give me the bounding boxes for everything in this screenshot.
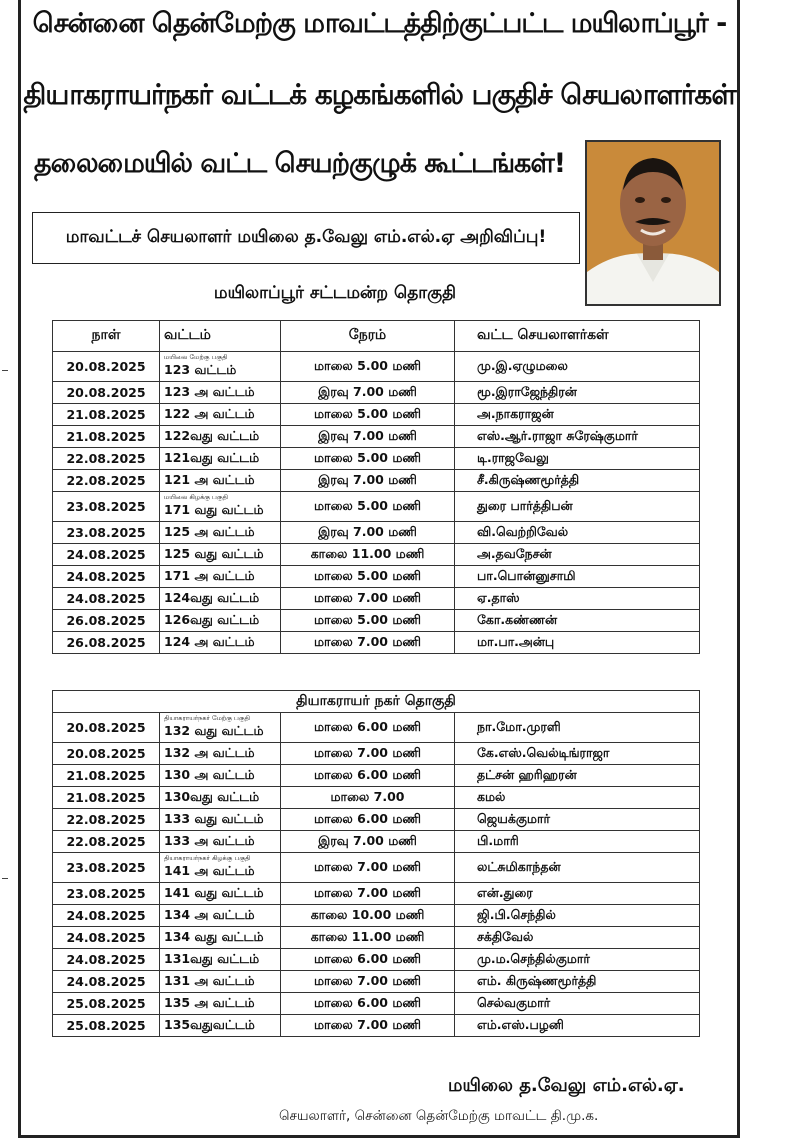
table-row: [53, 588, 700, 610]
cell-date: [53, 787, 160, 809]
table-header-row: [53, 321, 700, 352]
cell-ward-text: 171 வது வட்டம்: [164, 502, 264, 517]
cell-secretary: [455, 566, 700, 588]
cell-ward-text: 141 அ வட்டம்: [164, 863, 255, 878]
cell-ward: [160, 713, 281, 743]
cell-ward-text: 130 அ வட்டம்: [164, 767, 255, 782]
cell-secretary: [455, 522, 700, 544]
margin-mark: [2, 878, 8, 879]
cell-secretary: [455, 883, 700, 905]
cell-time-text: இரவு 7.00 மணி: [318, 833, 417, 848]
section-title-mylapore: மயிலாப்பூர் சட்டமன்ற தொகுதி: [213, 283, 457, 303]
table-row: [53, 404, 700, 426]
cell-ward: [160, 448, 281, 470]
cell-date: [53, 993, 160, 1015]
table-row: [53, 470, 700, 492]
cell-secretary-text: சீ.கிருஷ்ணமூர்த்தி: [477, 472, 580, 487]
cell-date-text: 21.08.2025: [66, 429, 146, 444]
cell-date-text: 24.08.2025: [66, 908, 146, 923]
portrait-photo: [585, 140, 721, 306]
cell-date-text: 22.08.2025: [66, 451, 146, 466]
cell-date: [53, 809, 160, 831]
cell-time-text: காலை 10.00 மணி: [310, 907, 425, 922]
cell-secretary: [455, 1015, 700, 1037]
cell-ward: [160, 949, 281, 971]
signatory-name: மயிலை த.வேலு எம்.எல்.ஏ.: [448, 1075, 685, 1096]
cell-time: [281, 905, 455, 927]
cell-time: [281, 448, 455, 470]
cell-date: [53, 971, 160, 993]
cell-time: [281, 588, 455, 610]
cell-date-text: 20.08.2025: [66, 385, 146, 400]
cell-ward-text: 126வது வட்டம்: [164, 612, 260, 627]
cell-time-text: இரவு 7.00 மணி: [318, 384, 417, 399]
column-header-ward: வட்டம்: [160, 321, 281, 352]
cell-secretary: [455, 404, 700, 426]
cell-time: [281, 352, 455, 382]
area-note: மயிலை கிழக்கு பகுதி: [164, 493, 228, 501]
cell-time-text: மாலை 7.00 மணி: [314, 1017, 421, 1032]
cell-secretary-text: அ.தவநேசன்: [477, 546, 552, 561]
cell-secretary: [455, 610, 700, 632]
cell-secretary: [455, 927, 700, 949]
cell-ward-text: 130வது வட்டம்: [164, 789, 260, 804]
cell-date-text: 20.08.2025: [66, 720, 146, 735]
cell-time: [281, 883, 455, 905]
cell-date-text: 24.08.2025: [66, 974, 146, 989]
cell-secretary-text: மு.ம.செந்தில்குமார்: [477, 951, 590, 966]
cell-date: [53, 883, 160, 905]
cell-date: [53, 949, 160, 971]
cell-time-text: மாலை 6.00 மணி: [314, 995, 421, 1010]
cell-ward-text: 122 அ வட்டம்: [164, 406, 255, 421]
cell-time: [281, 566, 455, 588]
cell-secretary-text: கோ.கண்ணன்: [477, 612, 558, 627]
cell-ward: [160, 382, 281, 404]
cell-date-text: 23.08.2025: [66, 886, 146, 901]
column-header-secretary: வட்ட செயலாளர்கள்: [455, 321, 700, 352]
cell-secretary-text: ஜி.பி.செந்தில்: [477, 907, 556, 922]
cell-secretary: [455, 588, 700, 610]
cell-ward: [160, 831, 281, 853]
cell-time-text: மாலை 7.00 மணி: [314, 859, 421, 874]
table-row: [53, 743, 700, 765]
cell-date-text: 22.08.2025: [66, 834, 146, 849]
cell-date: [53, 404, 160, 426]
cell-ward-text: 123 வட்டம்: [164, 362, 237, 377]
cell-date-text: 24.08.2025: [66, 930, 146, 945]
schedule-rows-mylapore: [53, 352, 700, 654]
cell-time: [281, 927, 455, 949]
cell-secretary-text: கே.எஸ்.வெல்டிங்ராஜா: [477, 745, 610, 760]
cell-date-text: 22.08.2025: [66, 812, 146, 827]
table-row: [53, 382, 700, 404]
cell-ward: [160, 352, 281, 382]
table-row: [53, 448, 700, 470]
cell-time-text: இரவு 7.00 மணி: [318, 428, 417, 443]
cell-secretary-text: கமல்: [477, 789, 506, 804]
cell-secretary: [455, 492, 700, 522]
cell-time: [281, 544, 455, 566]
table-row: [53, 610, 700, 632]
cell-secretary-text: எம்.எஸ்.பழனி: [477, 1017, 564, 1032]
table-row: [53, 544, 700, 566]
cell-date-text: 23.08.2025: [66, 499, 146, 514]
cell-ward: [160, 787, 281, 809]
cell-ward: [160, 927, 281, 949]
column-header-date: நாள்: [53, 321, 160, 352]
cell-time: [281, 1015, 455, 1037]
cell-secretary-text: லட்சுமிகாந்தன்: [477, 859, 561, 874]
cell-date: [53, 632, 160, 654]
schedule-table-tnagar: [52, 690, 700, 1037]
cell-secretary: [455, 544, 700, 566]
table-row: [53, 632, 700, 654]
headline-line-2: தியாகராயர்நகர் வட்டக் கழகங்களில் பகுதிச் செயலாளர்கள்: [23, 78, 736, 111]
cell-secretary-text: சக்திவேல்: [477, 929, 534, 944]
table-row: [53, 927, 700, 949]
cell-date: [53, 588, 160, 610]
cell-date: [53, 522, 160, 544]
cell-date: [53, 566, 160, 588]
cell-secretary-text: மா.பா.அன்பு: [477, 634, 555, 649]
cell-secretary: [455, 765, 700, 787]
cell-secretary-text: எஸ்.ஆர்.ராஜா சுரேஷ்குமார்: [477, 428, 638, 443]
cell-secretary-text: பி.மாரி: [477, 833, 519, 848]
cell-date: [53, 905, 160, 927]
cell-ward: [160, 632, 281, 654]
cell-secretary: [455, 632, 700, 654]
cell-secretary: [455, 743, 700, 765]
cell-ward: [160, 993, 281, 1015]
table-row: [53, 492, 700, 522]
cell-time: [281, 632, 455, 654]
cell-date: [53, 1015, 160, 1037]
cell-secretary-text: ஏ.தாஸ்: [477, 590, 520, 605]
cell-ward: [160, 610, 281, 632]
table-row: [53, 993, 700, 1015]
cell-time-text: மாலை 7.00 மணி: [314, 634, 421, 649]
headline-line-1: சென்னை தென்மேற்கு மாவட்டத்திற்குட்பட்ட மயிலாப்பூர் -: [32, 8, 727, 39]
cell-time-text: மாலை 7.00 மணி: [314, 590, 421, 605]
cell-date: [53, 470, 160, 492]
table-row: [53, 949, 700, 971]
cell-secretary-text: வி.வெற்றிவேல்: [477, 524, 569, 539]
cell-date-text: 20.08.2025: [66, 746, 146, 761]
cell-date-text: 24.08.2025: [66, 569, 146, 584]
cell-secretary-text: மூ.இராஜேந்திரன்: [477, 384, 577, 399]
cell-ward-text: 131 அ வட்டம்: [164, 973, 255, 988]
cell-time: [281, 743, 455, 765]
cell-time: [281, 404, 455, 426]
column-header-time: நேரம்: [281, 321, 455, 352]
cell-time: [281, 382, 455, 404]
cell-ward-text: 125 அ வட்டம்: [164, 524, 255, 539]
cell-time: [281, 853, 455, 883]
cell-secretary: [455, 993, 700, 1015]
cell-time-text: மாலை 5.00 மணி: [314, 612, 421, 627]
cell-ward: [160, 971, 281, 993]
cell-ward-text: 124 அ வட்டம்: [164, 634, 255, 649]
cell-ward-text: 133 வது வட்டம்: [164, 811, 264, 826]
cell-date: [53, 765, 160, 787]
cell-ward: [160, 522, 281, 544]
cell-time-text: மாலை 7.00 மணி: [314, 885, 421, 900]
cell-ward: [160, 905, 281, 927]
cell-time: [281, 492, 455, 522]
cell-time: [281, 809, 455, 831]
cell-time-text: மாலை 7.00 மணி: [314, 745, 421, 760]
table-row: [53, 971, 700, 993]
cell-ward: [160, 883, 281, 905]
cell-time: [281, 470, 455, 492]
cell-time: [281, 787, 455, 809]
cell-secretary-text: பா.பொன்னுசாமி: [477, 568, 576, 583]
cell-time-text: மாலை 6.00 மணி: [314, 811, 421, 826]
cell-ward: [160, 765, 281, 787]
table-row: [53, 765, 700, 787]
cell-date-text: 20.08.2025: [66, 359, 146, 374]
cell-secretary-text: நா.மோ.முரளி: [477, 719, 561, 734]
cell-secretary-text: எம். கிருஷ்ணமூர்த்தி: [477, 973, 597, 988]
cell-secretary: [455, 713, 700, 743]
cell-secretary-text: துரை பார்த்திபன்: [477, 498, 573, 513]
cell-secretary: [455, 382, 700, 404]
cell-secretary: [455, 448, 700, 470]
cell-secretary: [455, 787, 700, 809]
cell-time: [281, 949, 455, 971]
schedule-rows-tnagar: [53, 713, 700, 1037]
table-row: [53, 853, 700, 883]
cell-ward-text: 133 அ வட்டம்: [164, 833, 255, 848]
cell-date: [53, 831, 160, 853]
table-row: [53, 1015, 700, 1037]
area-note: தியாகராயர்நகர் மேற்கு பகுதி: [164, 714, 250, 722]
cell-secretary: [455, 905, 700, 927]
cell-date-text: 21.08.2025: [66, 768, 146, 783]
cell-ward-text: 135 அ வட்டம்: [164, 995, 255, 1010]
cell-ward-text: 125 வது வட்டம்: [164, 546, 264, 561]
cell-secretary: [455, 831, 700, 853]
cell-ward-text: 134 வது வட்டம்: [164, 929, 264, 944]
signatory-designation: செயலாளர், சென்னை தென்மேற்கு மாவட்ட தி.மு.க.: [279, 1108, 599, 1124]
cell-ward: [160, 470, 281, 492]
cell-date: [53, 743, 160, 765]
section-title-row: [53, 691, 700, 713]
cell-date: [53, 426, 160, 448]
cell-date-text: 21.08.2025: [66, 790, 146, 805]
table-row: [53, 883, 700, 905]
cell-secretary: [455, 971, 700, 993]
cell-time-text: மாலை 5.00 மணி: [314, 358, 421, 373]
section-title-tnagar: தியாகராயர் நகர் தொகுதி: [53, 691, 700, 713]
cell-date-text: 23.08.2025: [66, 525, 146, 540]
cell-ward: [160, 853, 281, 883]
cell-ward: [160, 809, 281, 831]
area-note: தியாகராயர்நகர் கிழக்கு பகுதி: [164, 854, 251, 862]
cell-date-text: 26.08.2025: [66, 613, 146, 628]
cell-ward: [160, 1015, 281, 1037]
table-row: [53, 522, 700, 544]
cell-time-text: காலை 11.00 மணி: [310, 929, 425, 944]
cell-date-text: 25.08.2025: [66, 1018, 146, 1033]
cell-date: [53, 713, 160, 743]
cell-secretary-text: அ.நாகராஜன்: [477, 406, 554, 421]
cell-date: [53, 352, 160, 382]
headline-line-3: தலைமையில் வட்ட செயற்குழுக் கூட்டங்கள்!: [34, 148, 566, 179]
cell-ward-text: 121 அ வட்டம்: [164, 472, 255, 487]
cell-time-text: மாலை 5.00 மணி: [314, 450, 421, 465]
cell-secretary-text: மு.இ.ஏழுமலை: [477, 358, 568, 373]
cell-secretary-text: செல்வகுமார்: [477, 995, 551, 1010]
cell-date-text: 26.08.2025: [66, 635, 146, 650]
table-row: [53, 426, 700, 448]
cell-date-text: 24.08.2025: [66, 952, 146, 967]
cell-ward-text: 123 அ வட்டம்: [164, 384, 255, 399]
cell-ward-text: 171 அ வட்டம்: [164, 568, 255, 583]
cell-ward: [160, 492, 281, 522]
table-row: [53, 352, 700, 382]
cell-ward-text: 122வது வட்டம்: [164, 428, 260, 443]
area-note: மயிலை மேற்கு பகுதி: [164, 353, 228, 361]
cell-time-text: மாலை 5.00 மணி: [314, 498, 421, 513]
portrait-illustration: [587, 142, 719, 304]
cell-ward-text: 134 அ வட்டம்: [164, 907, 255, 922]
cell-date: [53, 448, 160, 470]
cell-time: [281, 993, 455, 1015]
cell-time-text: மாலை 6.00 மணி: [314, 767, 421, 782]
cell-time: [281, 831, 455, 853]
cell-time-text: இரவு 7.00 மணி: [318, 524, 417, 539]
cell-time: [281, 610, 455, 632]
cell-time-text: காலை 11.00 மணி: [310, 546, 425, 561]
cell-secretary: [455, 352, 700, 382]
cell-secretary-text: ஜெயக்குமார்: [477, 811, 551, 826]
cell-secretary: [455, 809, 700, 831]
table-row: [53, 566, 700, 588]
cell-time: [281, 765, 455, 787]
cell-time-text: மாலை 6.00 மணி: [314, 951, 421, 966]
table-row: [53, 809, 700, 831]
cell-ward-text: 124வது வட்டம்: [164, 590, 260, 605]
cell-time: [281, 426, 455, 448]
schedule-table-mylapore: [52, 320, 700, 654]
cell-ward-text: 121வது வட்டம்: [164, 450, 260, 465]
cell-time-text: மாலை 5.00 மணி: [314, 568, 421, 583]
cell-secretary: [455, 426, 700, 448]
cell-secretary-text: டி.ராஜவேலு: [477, 450, 549, 465]
margin-mark: [2, 370, 8, 371]
cell-time: [281, 971, 455, 993]
cell-secretary: [455, 853, 700, 883]
announcement-box: மாவட்டச் செயலாளர் மயிலை த.வேலு எம்.எல்.ஏ அறிவிப்பு!: [32, 212, 580, 264]
cell-time-text: மாலை 5.00 மணி: [314, 406, 421, 421]
cell-ward: [160, 566, 281, 588]
table-row: [53, 905, 700, 927]
cell-date-text: 25.08.2025: [66, 996, 146, 1011]
cell-ward-text: 132 அ வட்டம்: [164, 745, 255, 760]
cell-ward: [160, 743, 281, 765]
cell-date: [53, 382, 160, 404]
cell-ward: [160, 404, 281, 426]
table-row: [53, 713, 700, 743]
cell-date-text: 22.08.2025: [66, 473, 146, 488]
cell-date-text: 24.08.2025: [66, 591, 146, 606]
cell-ward: [160, 426, 281, 448]
cell-ward-text: 132 வது வட்டம்: [164, 723, 264, 738]
cell-date: [53, 610, 160, 632]
cell-ward-text: 141 வது வட்டம்: [164, 885, 264, 900]
cell-date-text: 21.08.2025: [66, 407, 146, 422]
cell-date: [53, 544, 160, 566]
cell-time-text: மாலை 7.00 மணி: [314, 973, 421, 988]
cell-secretary-text: தட்சன் ஹரிஹரன்: [477, 767, 577, 782]
cell-time: [281, 713, 455, 743]
cell-date: [53, 927, 160, 949]
cell-secretary-text: என்.துரை: [477, 885, 533, 900]
cell-ward-text: 135வதுவட்டம்: [164, 1017, 255, 1032]
cell-date: [53, 853, 160, 883]
table-row: [53, 831, 700, 853]
cell-date-text: 23.08.2025: [66, 860, 146, 875]
cell-ward-text: 131வது வட்டம்: [164, 951, 260, 966]
cell-ward: [160, 544, 281, 566]
table-row: [53, 787, 700, 809]
cell-secretary: [455, 470, 700, 492]
cell-secretary: [455, 949, 700, 971]
cell-date: [53, 492, 160, 522]
cell-time-text: இரவு 7.00 மணி: [318, 472, 417, 487]
cell-time-text: மாலை 6.00 மணி: [314, 719, 421, 734]
cell-time-text: மாலை 7.00: [330, 789, 405, 804]
cell-time: [281, 522, 455, 544]
cell-date-text: 24.08.2025: [66, 547, 146, 562]
cell-ward: [160, 588, 281, 610]
